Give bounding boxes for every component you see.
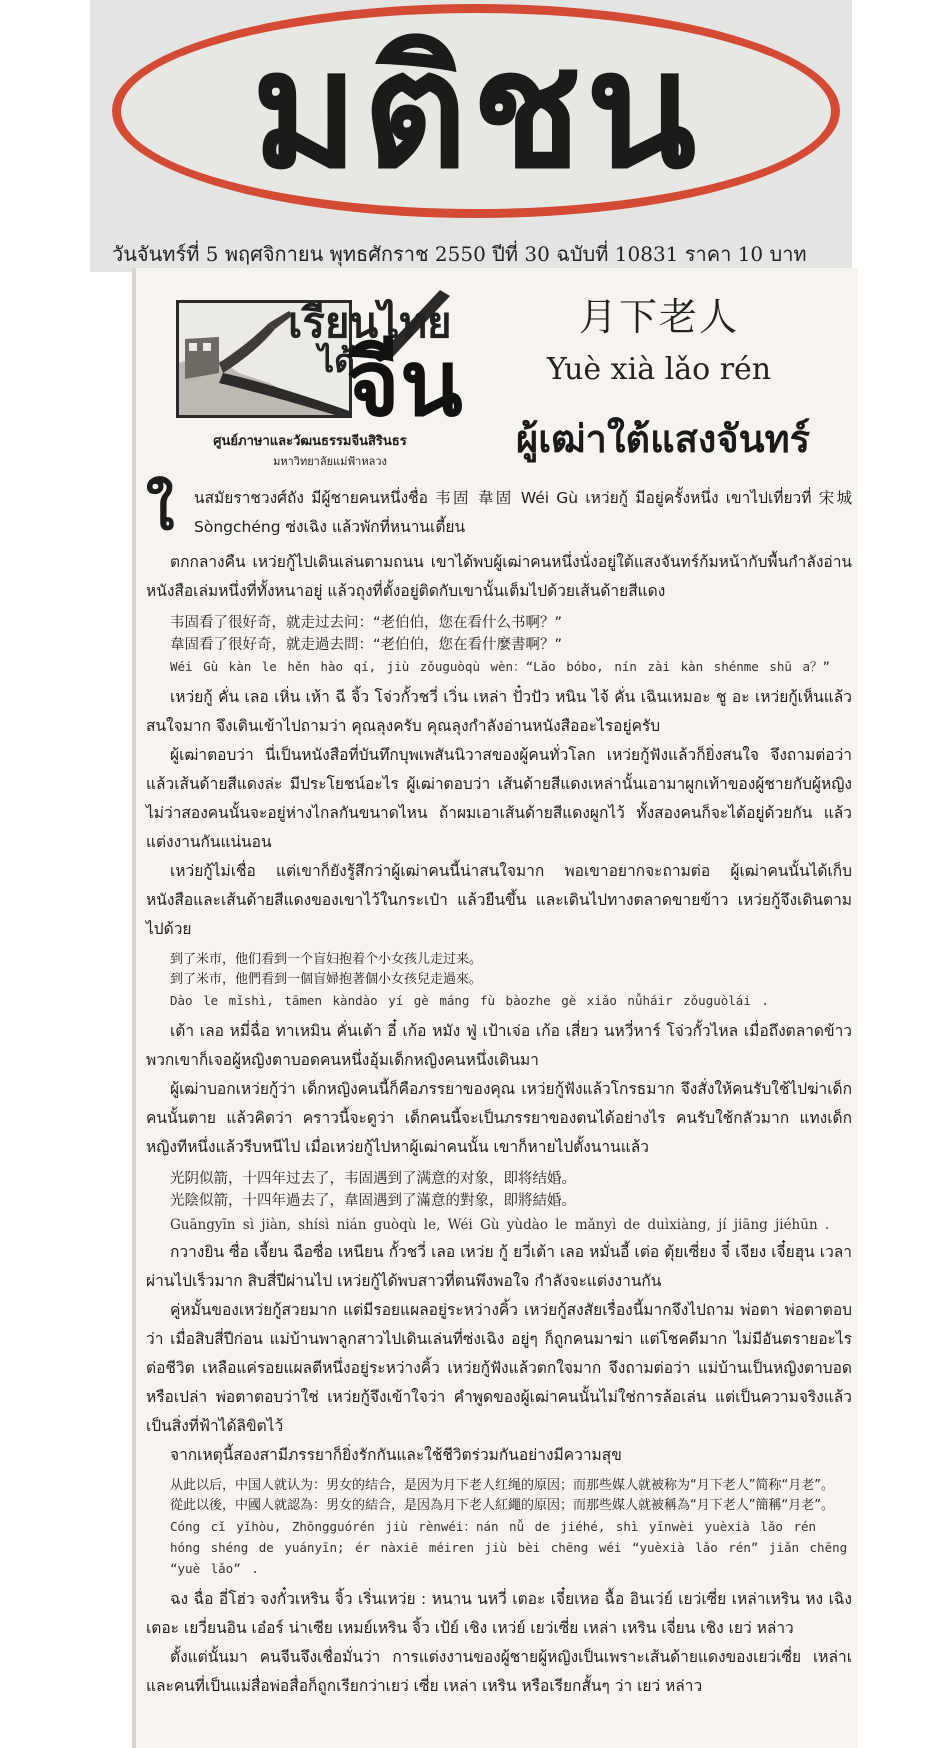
- column-logo-word-2: ได้: [318, 342, 355, 380]
- paragraph: ผู้เฒ่าตอบว่า นี่เป็นหนังสือที่บันทึกบุพเพสันนิวาสของผู้คนทั่วโลก เหว่ยกู้ฟังแล้วก็ยิ่งสนใจ จึงถามต่อว่าแล้วเส้นด้ายสีแดงล่ะ มีประโยชน์อะไร ผู้เฒ่าตอบว่า เส้นด้ายสีแดงเหล่านั้นเอามาผูกเท้าของผู้ชายกับผู้หญิง ไม่ว่าสองคนนั้นจะอยู่ห่างไกลกันขนาดไหน ถ้าผมเอาเส้นด้ายสีแดงผูกไว้ ทั้งสองคนก็จะได้อยู่ด้วยกัน แล้วแต่งงานกันแน่นอน: [146, 746, 852, 851]
- newspaper-logo: มติชน: [251, 17, 701, 205]
- title-pinyin: Yuè xià lǎo rén: [546, 352, 772, 387]
- paragraph: นสมัยราชวงศ์ถัง มีผู้ชายคนหนึ่งชื่อ 韦固 韋固 Wéi Gù เหว่ยกู้ มีอยู่ครั้งหนึ่ง เขาไปเที่ยวที่ 宋城 Sòngchéng ซ่งเฉิง แล้วพักที่หนานเตี้ยน: [194, 489, 852, 536]
- title-thai: ผู้เฒ่าใต้แสงจันทร์: [515, 417, 811, 461]
- clipping-edge: [132, 268, 136, 1748]
- paragraph: จากเหตุนี้สองสามีภรรยาก็ยิ่งรักกันและใช้ชีวิตร่วมกันอย่างมีความสุข: [170, 1446, 622, 1464]
- chinese-quote-simplified: 从此以后，中国人就认为：男女的结合，是因为月下老人红绳的原因；而那些媒人就被称为“月下老人”简称“月老”。: [170, 1478, 834, 1493]
- paragraph: ผู้เฒ่าบอกเหว่ยกู้ว่า เด็กหญิงคนนี้ก็คือภรรยาของคุณ เหว่ยกู้ฟังแล้วโกรธมาก จึงสั่งให้คนรับใช้ไปฆ่าเด็กคนนั้นตาย แล้วคิดว่า คราวนี้จะดูว่า เด็กคนนี้จะเป็นภรรยาของตนได้อย่างไร คนรับใช้กลัวมาก แทงเด็กหญิงทีหนึ่งแล้วรีบหนีไป เมื่อเหว่ยกู้ไปหาผู้เฒ่าคนนั้น เขาก็หายไปตั้งนานแล้ว: [146, 1080, 852, 1156]
- chinese-quote-simplified: 韦固看了很好奇，就走过去问：“老伯伯，您在看什么书啊？”: [170, 615, 563, 631]
- paragraph: ฉง ฉื่อ อี่โฮ่ว จงกั๋วเหริน จิ้ว เริ่นเหว่ย : หนาน นหวี่ เตอะ เจี๋ยเหอ ฉื้อ อินเว่ย์ เยว่เซี่ย เหล่าเหริน หง เฉิง เตอะ เยวี่ยนอิน เอ๋อร์ น่าเซีย เหมย์เหริน จิ้ว เป้ย์ เชิง เหว่ย์ เยว่เซี่ย เหล่า เหริน เจี่ยน เชิง เยว่ หล่าว: [146, 1590, 852, 1637]
- paragraph: กวางยิน ซื่อ เจี้ยน ฉือซื่อ เหนียน กั้วชวี่ เลอ เหว่ย กู้ ยวี่เต้า เลอ หมั่นอี้ เต่อ ตุ้ยเซี่ยง จี๋ เจียง เจี๋ยฮุน เวลาผ่านไปเร็วมาก สิบสี่ปีผ่านไป เหว่ยกู้ได้พบสาวที่ตนพึงพอใจ กำลังจะแต่งงานกัน: [146, 1243, 852, 1290]
- column-logo-word-1: เรียนไทย: [288, 298, 452, 347]
- paragraph: เหว่ยกู้ คั่น เลอ เหิ่น เห้า ฉี จิ้ว โจ่วกั้วชวี่ เวิ่น เหล่า ปั๋วปัว หนิน ไจ้ คั่น เฉินเหมอะ ชู อะ เหว่ยกู้เห็นแล้วสนใจมาก จึงเดินเข้าไปถามว่า คุณลุงครับ คุณลุงกำลังอ่านหนังสืออะไรอยู่ครับ: [146, 688, 852, 735]
- opening-paragraph: [146, 475, 852, 543]
- pinyin-quote: Guāngyīn sì jiàn, shísì nián guòqù le, Wéi Gù yùdào le mǎnyì de duìxiàng, jí jiāng jiéhūn .: [170, 1217, 830, 1233]
- paragraph: ตกกลางคืน เหว่ยกู้ไปเดินเล่นตามถนน เขาได้พบผู้เฒ่าคนหนึ่งนั่งอยู่ใต้แสงจันทร์ก้มหน้ากับพื้นกำลังอ่านหนังสือเล่มหนึ่งที่ทั้งหนาอยู่ แล้วถุงที่ตั้งอยู่ติดกับเขานั้นเต็มไปด้วยเส้นด้ายสีแดง: [146, 553, 852, 600]
- issue-date-line: วันจันทร์ที่ 5 พฤศจิกายน พุทธศักราช 2550 ปีที่ 30 ฉบับที่ 10831 ราคา 10 บาท: [112, 242, 807, 266]
- paragraph: เหว่ยกู้ไม่เชื่อ แต่เขาก็ยังรู้สึกว่าผู้เฒ่าคนนี้น่าสนใจมาก พอเขาอยากจะถามต่อ ผู้เฒ่าคนนั้นได้เก็บหนังสือและเส้นด้ายสีแดงของเขาไว้ในกระเป๋า แล้วยืนขึ้น และเดินไปทางตลาดขายข้าว เหว่ยกู้จึงเดินตามไปด้วย: [146, 862, 852, 938]
- column-logo-word-3: จีน: [346, 330, 463, 437]
- paragraph: ตั้งแต่นั้นมา คนจีนจึงเชื่อมั่นว่า การแต่งงานของผู้ชายผู้หญิงเป็นเพราะเส้นด้ายแดงของเยว่เซี่ย เหล่าเ และคนที่เป็นแม่สื่อพ่อสื่อก็ถูกเรียกว่าเยว่ เซี่ย เหล่า เหริน หรือเรียกสั้นๆ ว่า เยว่ หล่าว: [146, 1648, 852, 1695]
- paragraph: เต้า เลอ หมี่ฉื่อ ทาเหมิน คั่นเต้า อี๋ เก้อ หมัง ฟู่ เป้าเจ่อ เก้อ เสี่ยว นหวี่หาร์ โจ่วกั้วไหล เมื่อถึงตลาดข้าวพวกเขาก็เจอผู้หญิงตาบอดคนหนึ่งอุ้มเด็กหญิงคนหนึ่งเดินมา: [146, 1022, 852, 1069]
- pinyin-quote: Wéi Gù kàn le hěn hào qí, jiù zǒuguòqù wèn：“Lǎo bóbo, nín zài kàn shénme shū a？”: [170, 659, 830, 674]
- paragraph: คู่หมั้นของเหว่ยกู้สวยมาก แต่มีรอยแผลอยู่ระหว่างคิ้ว เหว่ยกู้สงสัยเรื่องนี้มากจึงไปถาม พ่อตา พ่อตาตอบว่า เมื่อสิบสี่ปีก่อน แม่บ้านพาลูกสาวไปเดินเล่นที่ซ่งเฉิง อยู่ๆ ก็ถูกคนมาฆ่า แต่โชคดีมาก ไม่มีอันตรายอะไรต่อชีวิต เหลือแค่รอยแผลตีหนึ่งอยู่ระหว่างคิ้ว เหว่ยกู้ฟังแล้วตกใจมาก จึงถามต่อว่า แม่บ้านเป็นหญิงตาบอดหรือเปล่า พ่อตาตอบว่าใช่ เหว่ยกู้จึงเข้าใจว่า คำพูดของผู้เฒ่าคนนั้นไม่ใช่การล้อเล่น แต่เป็นความจริงแล้วเป็นสิ่งที่ฟ้าได้ลิขิตไว้: [146, 1301, 852, 1435]
- drop-cap: ใ: [146, 475, 175, 543]
- center-name: ศูนย์ภาษาและวัฒนธรรมจีนสิรินธร: [213, 434, 407, 449]
- chinese-quote-traditional: 光陰似箭，十四年過去了，韋固遇到了滿意的對象，即將結婚。: [170, 1193, 576, 1209]
- pinyin-quote: Dào le mǐshì, tāmen kàndào yí gè máng fù bàozhe gè xiǎo nǚháir zǒuguòlái .: [170, 993, 769, 1008]
- chinese-quote-simplified: 光阴似箭，十四年过去了，韦固遇到了满意的对象，即将结婚。: [170, 1171, 576, 1187]
- chinese-quote-simplified: 到了米市，他们看到一个盲妇抱着个小女孩儿走过来。: [170, 952, 483, 967]
- article-body: [146, 475, 852, 1701]
- university-name: มหาวิทยาลัยแม่ฟ้าหลวง: [273, 455, 387, 468]
- chinese-quote-traditional: 從此以後，中國人就認為：男女的結合，是因為月下老人紅繩的原因；而那些媒人就被稱為“月下老人”簡稱“月老”。: [170, 1498, 834, 1513]
- title-chinese: 月下老人: [578, 295, 739, 339]
- pinyin-quote: Cóng cǐ yǐhòu, Zhōngguórén jiù rènwéi：nán nǚ de jiéhé, shì yīnwèi yuèxià lǎo rén hóng shéng de yuányīn; ér nàxiē méiren jiù bèi chēng wéi “yuèxià lǎo rén” jiǎn chēng “yuè lǎo” .: [170, 1519, 848, 1576]
- chinese-quote-traditional: 到了米市，他們看到一個盲婦抱著個小女孩兒走過來。: [170, 972, 483, 987]
- chinese-quote-traditional: 韋固看了很好奇，就走過去問：“老伯伯，您在看什麼書啊？”: [170, 637, 563, 653]
